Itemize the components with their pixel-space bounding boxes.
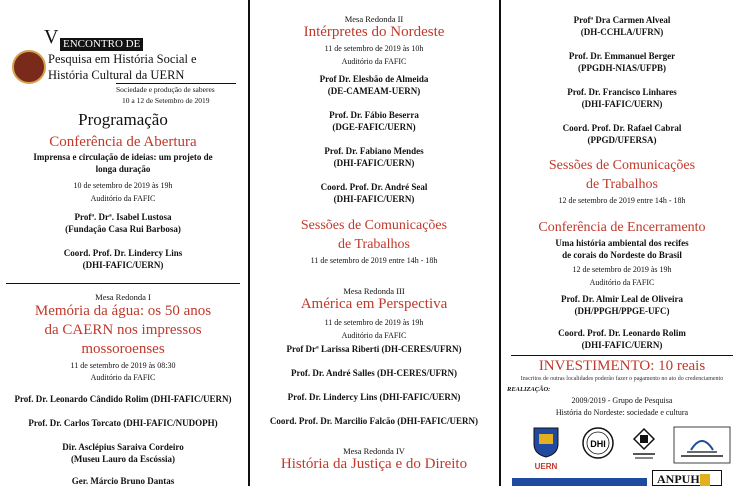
mesa3-participant-2: Prof. Dr. André Salles (DH-CERES/UFRN) xyxy=(291,368,457,378)
realizacao-label: REALIZAÇÃO: xyxy=(507,386,551,393)
conf-abertura-date: 10 de setembro de 2019 às 19h xyxy=(73,181,173,190)
mesa1-participant-4: Ger. Márcio Bruno Dantas xyxy=(71,476,175,486)
sessoes2-title-1: Sessões de Comunicações xyxy=(548,158,696,173)
mesa2-coord-inst: (DHI-FAFIC/UERN) xyxy=(333,194,415,204)
investimento: INVESTIMENTO: 10 reais xyxy=(538,358,706,374)
dhi-logo-text: DHI xyxy=(590,439,606,449)
mesa3-participant-1: Prof Drª Larissa Riberti (DH-CERES/UFRN) xyxy=(286,344,462,354)
mesa2-coord: Coord. Prof. Dr. André Seal xyxy=(320,182,428,192)
mesa4-participant-2: Prof. Dr. Emmanuel Berger xyxy=(568,51,676,61)
sessoes-title-2: de Trabalhos xyxy=(338,237,410,252)
mesa4-coord: Coord. Prof. Dr. Rafael Cabral xyxy=(562,123,682,133)
mesa1-title-3: mossoroenses xyxy=(81,341,165,357)
conf-encerramento-place: Auditório da FAFIC xyxy=(589,278,655,287)
mesa1-label: Mesa Redonda I xyxy=(95,292,151,302)
encontro-label: ENCONTRO DE xyxy=(60,38,143,51)
mesa1-participant-2: Prof. Dr. Carlos Torcato (DHI-FAFIC/NUDOPH) xyxy=(28,418,218,428)
mesa2-date: 11 de setembro de 2019 às 10h xyxy=(324,44,424,53)
column-3 xyxy=(503,0,741,486)
anpuh-logo xyxy=(652,470,722,486)
event-dates: 10 a 12 de Setembro de 2019 xyxy=(122,96,210,105)
conf-encerramento-speaker-inst: (DH/PPGH/PPGE-UFC) xyxy=(574,306,670,316)
event-title-line1: Pesquisa em História Social e xyxy=(48,52,197,66)
mesa1-date: 11 de setembro de 2019 às 08:30 xyxy=(70,361,176,370)
header-divider xyxy=(116,83,236,84)
sessoes-title-1: Sessões de Comunicações xyxy=(300,218,448,233)
edition-roman: V xyxy=(44,26,59,48)
mesa2-place: Auditório da FAFIC xyxy=(341,57,407,66)
conf-abertura-title: Conferência de Abertura xyxy=(49,134,197,150)
mesa3-place: Auditório da FAFIC xyxy=(341,331,407,340)
mesa4-participant-1: Profª Dra Carmen Alveal xyxy=(573,15,671,25)
mesa3-coord: Coord. Prof. Dr. Marcilio Falcão (DHI-FAFIC/UERN) xyxy=(269,416,479,426)
conf-coord-inst: (DHI-FAFIC/UERN) xyxy=(82,260,164,270)
mesa2-title: Intérpretes do Nordeste xyxy=(303,24,445,40)
conf-encerramento-coord: Coord. Prof. Dr. Leonardo Rolim xyxy=(558,328,686,338)
mesa3-title: América em Perspectiva xyxy=(300,296,448,312)
conf-abertura-place: Auditório da FAFIC xyxy=(90,194,156,203)
conf-speaker: Profª. Drª. Isabel Lustosa xyxy=(74,212,172,222)
mesa3-date: 11 de setembro de 2019 às 19h xyxy=(324,318,424,327)
sessoes2-title-2: de Trabalhos xyxy=(586,177,658,192)
mesa4-participant-1-inst: (DH-CCHLA/UFRN) xyxy=(580,27,664,37)
event-subtitle: Sociedade e produção de saberes xyxy=(116,85,215,94)
event-title-line2: História Cultural da UERN xyxy=(48,68,185,82)
conf-abertura-sub2: longa duração xyxy=(95,164,151,174)
conf-speaker-inst: (Fundação Casa Rui Barbosa) xyxy=(65,224,181,234)
mesa1-title-2: da CAERN nos impressos xyxy=(44,322,202,338)
invest-divider xyxy=(511,355,733,356)
column-divider-1 xyxy=(248,0,250,486)
seal-logo-icon xyxy=(12,50,46,84)
conf-encerramento-speaker: Prof. Dr. Almir Leal de Oliveira xyxy=(560,294,684,304)
conf-encerramento-date: 12 de setembro de 2019 às 19h xyxy=(572,265,672,274)
program-logo-icon xyxy=(631,426,657,466)
uern-logo-text: UERN xyxy=(534,462,558,471)
uern-logo-icon xyxy=(531,426,561,471)
anpuh-logo-text: ANPUH xyxy=(657,472,700,486)
column-divider-2 xyxy=(499,0,501,486)
mesa4-title: História da Justiça e do Direito xyxy=(280,456,468,472)
mesa2-participant-3-inst: (DHI-FAFIC/UERN) xyxy=(333,158,415,168)
anpuh-logo-icon xyxy=(700,474,710,486)
column-2 xyxy=(252,0,496,486)
mesa1-place: Auditório da FAFIC xyxy=(90,373,156,382)
realizacao-line1: 2009/2019 - Grupo de Pesquisa xyxy=(571,396,673,405)
mesa2-participant-2-inst: (DGE-FAFIC/UERN) xyxy=(332,122,416,132)
conf-encerramento-coord-inst: (DHI-FAFIC/UERN) xyxy=(581,340,663,350)
mesa2-label: Mesa Redonda II xyxy=(344,14,404,24)
research-group-logo-icon xyxy=(673,426,731,466)
conf-coord: Coord. Prof. Dr. Lindercy Lins xyxy=(63,248,183,258)
conf-encerramento-sub1: Uma história ambiental dos recifes xyxy=(555,238,689,248)
dhi-logo-icon xyxy=(581,426,615,466)
mesa3-label: Mesa Redonda III xyxy=(343,286,405,296)
section-divider xyxy=(6,283,240,284)
mesa1-title-1: Memória da água: os 50 anos xyxy=(34,303,212,319)
mesa4-label: Mesa Redonda IV xyxy=(343,446,405,456)
mesa2-participant-3: Prof. Dr. Fabiano Mendes xyxy=(324,146,424,156)
investimento-note: Inscritos de outras localidades poderão fazer o pagamento no ato do credenciamento xyxy=(520,376,724,382)
sessoes-date: 11 de setembro de 2019 entre 14h - 18h xyxy=(310,256,438,265)
mesa1-participant-1: Prof. Dr. Leonardo Cândido Rolim (DHI-FAFIC/UERN) xyxy=(14,394,232,404)
mesa2-participant-1-inst: (DE-CAMEAM-UERN) xyxy=(327,86,421,96)
mesa1-participant-3: Dir. Asclépius Saraiva Cordeiro xyxy=(62,442,184,452)
mesa4-participant-3: Prof. Dr. Francisco Linhares xyxy=(567,87,677,97)
mesa2-participant-1: Prof Dr. Elesbão de Almeida xyxy=(319,74,429,84)
mesa4-participant-3-inst: (DHI-FAFIC/UERN) xyxy=(581,99,663,109)
sessoes2-date: 12 de setembro de 2019 entre 14h - 18h xyxy=(558,196,686,205)
footer-blue-bar xyxy=(512,478,647,486)
mesa4-coord-inst: (PPGD/UFERSA) xyxy=(587,135,657,145)
realizacao-line2: História do Nordeste: sociedade e cultura xyxy=(555,408,689,417)
column-1 xyxy=(0,0,246,486)
mesa2-participant-2: Prof. Dr. Fábio Beserra xyxy=(329,110,419,120)
conf-abertura-sub1: Imprensa e circulação de ideias: um projeto de xyxy=(33,152,213,162)
sponsor-logos xyxy=(503,426,741,470)
conf-encerramento-title: Conferência de Encerramento xyxy=(538,220,706,235)
mesa4-participant-2-inst: (PPGDH-NIAS/UFPB) xyxy=(578,63,666,73)
mesa1-participant-3-inst: (Museu Lauro da Escóssia) xyxy=(70,454,176,464)
programacao-heading: Programação xyxy=(78,110,168,129)
conf-encerramento-sub2: de corais do Nordeste do Brasil xyxy=(562,250,682,260)
mesa3-participant-3: Prof. Dr. Lindercy Lins (DHI-FAFIC/UERN) xyxy=(287,392,461,402)
